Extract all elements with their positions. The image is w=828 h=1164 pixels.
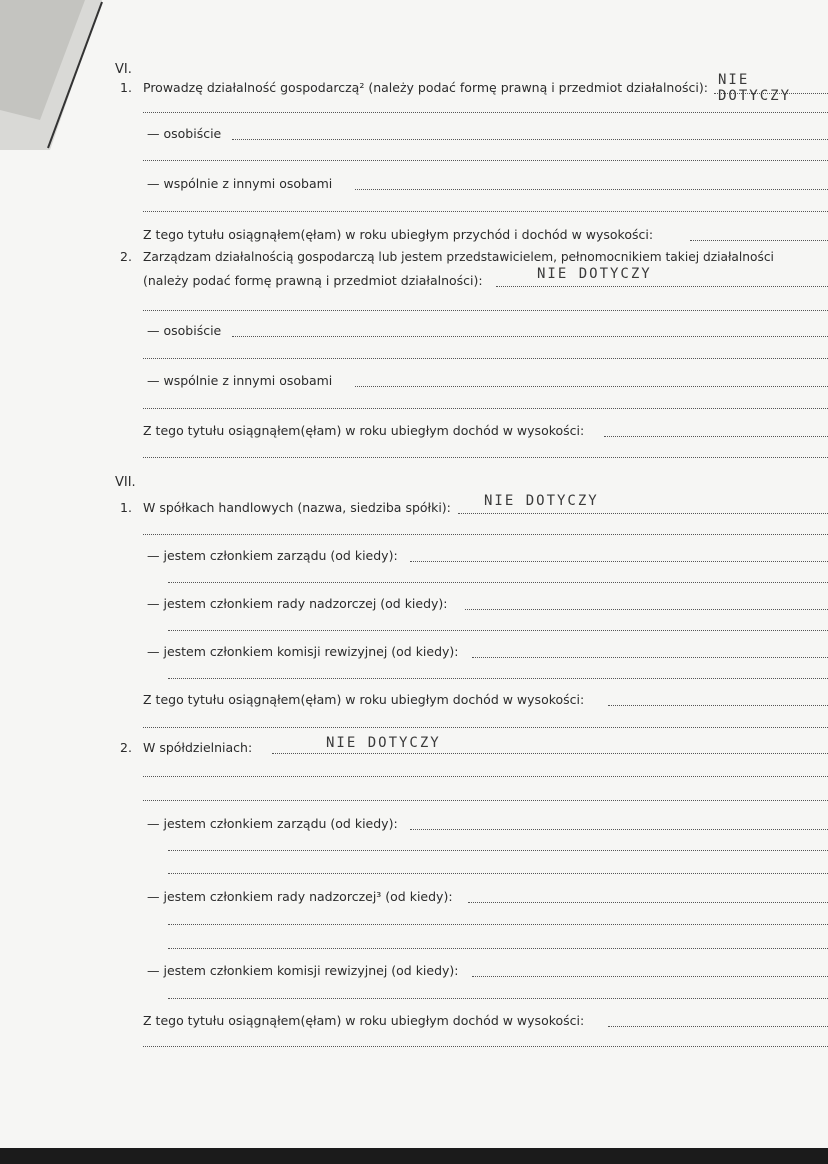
joint-label: — wspólnie z innymi osobami: [147, 373, 333, 388]
audit-committee-label: — jestem członkiem komisji rewizyjnej (od kiedy):: [147, 963, 459, 978]
answer-line: [465, 609, 828, 610]
answer-line: [143, 800, 828, 801]
income-label: Z tego tytułu osiągnąłem(ęłam) w roku ubiegłym dochód w wysokości:: [143, 1013, 585, 1028]
answer-line: [496, 286, 828, 287]
handwritten-answer: NIE DOTYCZY: [484, 493, 599, 509]
section-vii-heading: VII.: [115, 475, 136, 490]
item-number: 1.: [120, 80, 132, 95]
answer-line: [143, 727, 828, 728]
answer-line: [168, 678, 828, 679]
answer-line: [168, 998, 828, 999]
income-label: Z tego tytułu osiągnąłem(ęłam) w roku ubiegłym dochód w wysokości:: [143, 423, 585, 438]
answer-line: [143, 211, 828, 212]
board-member-label: — jestem członkiem zarządu (od kiedy):: [147, 816, 398, 831]
answer-line: [690, 240, 828, 241]
joint-label: — wspólnie z innymi osobami: [147, 176, 333, 191]
answer-line: [168, 924, 828, 925]
item-number: 1.: [120, 500, 132, 515]
answer-line: [232, 139, 828, 140]
answer-line: [168, 630, 828, 631]
cooperatives-label: W spółdzielniach:: [143, 740, 253, 755]
answer-line: [608, 1026, 828, 1027]
answer-line: [472, 976, 828, 977]
answer-line: [143, 534, 828, 535]
answer-line: [168, 873, 828, 874]
handwritten-answer: NIE DOTYCZY: [718, 72, 792, 104]
income-label: Z tego tytułu osiągnąłem(ęłam) w roku ubiegłym przychód i dochód w wysokości:: [143, 227, 654, 242]
board-member-label: — jestem członkiem zarządu (od kiedy):: [147, 548, 398, 563]
answer-line: [608, 705, 828, 706]
answer-line: [143, 408, 828, 409]
scan-bottom-edge: [0, 1148, 828, 1164]
income-label: Z tego tytułu osiągnąłem(ęłam) w roku ubiegłym dochód w wysokości:: [143, 692, 585, 707]
answer-line: [168, 582, 828, 583]
answer-line: [143, 358, 828, 359]
answer-line: [168, 948, 828, 949]
answer-line: [410, 561, 828, 562]
answer-line: [143, 160, 828, 161]
answer-line: [472, 657, 828, 658]
answer-line: [458, 513, 828, 514]
management-label-line2: (należy podać formę prawną i przedmiot działalności):: [143, 273, 483, 288]
handwritten-answer: NIE DOTYCZY: [537, 266, 652, 282]
commercial-companies-label: W spółkach handlowych (nazwa, siedziba spółki):: [143, 500, 451, 515]
folded-corner-shadow: [0, 0, 110, 150]
personal-label: — osobiście: [147, 323, 222, 338]
answer-line: [143, 776, 828, 777]
supervisory-board-label: — jestem członkiem rady nadzorczej³ (od kiedy):: [147, 889, 453, 904]
answer-line: [355, 189, 828, 190]
answer-line: [143, 457, 828, 458]
answer-line: [468, 902, 828, 903]
personal-label: — osobiście: [147, 126, 222, 141]
answer-line: [355, 386, 828, 387]
audit-committee-label: — jestem członkiem komisji rewizyjnej (od kiedy):: [147, 644, 459, 659]
section-vi-heading: VI.: [115, 62, 132, 77]
handwritten-answer: NIE DOTYCZY: [326, 735, 441, 751]
item-number: 2.: [120, 740, 132, 755]
answer-line: [604, 436, 828, 437]
management-label-line1: Zarządzam działalnością gospodarczą lub jestem przedstawicielem, pełnomocnikiem takiej działalności: [143, 250, 774, 264]
answer-line: [143, 112, 828, 113]
answer-line: [143, 1046, 828, 1047]
answer-line: [143, 310, 828, 311]
item-number: 2.: [120, 249, 132, 264]
business-activity-label: Prowadzę działalność gospodarczą² (należy podać formę prawną i przedmiot działalności):: [143, 80, 708, 95]
answer-line: [168, 850, 828, 851]
supervisory-board-label: — jestem członkiem rady nadzorczej (od kiedy):: [147, 596, 448, 611]
answer-line: [410, 829, 828, 830]
answer-line: [272, 753, 828, 754]
answer-line: [232, 336, 828, 337]
